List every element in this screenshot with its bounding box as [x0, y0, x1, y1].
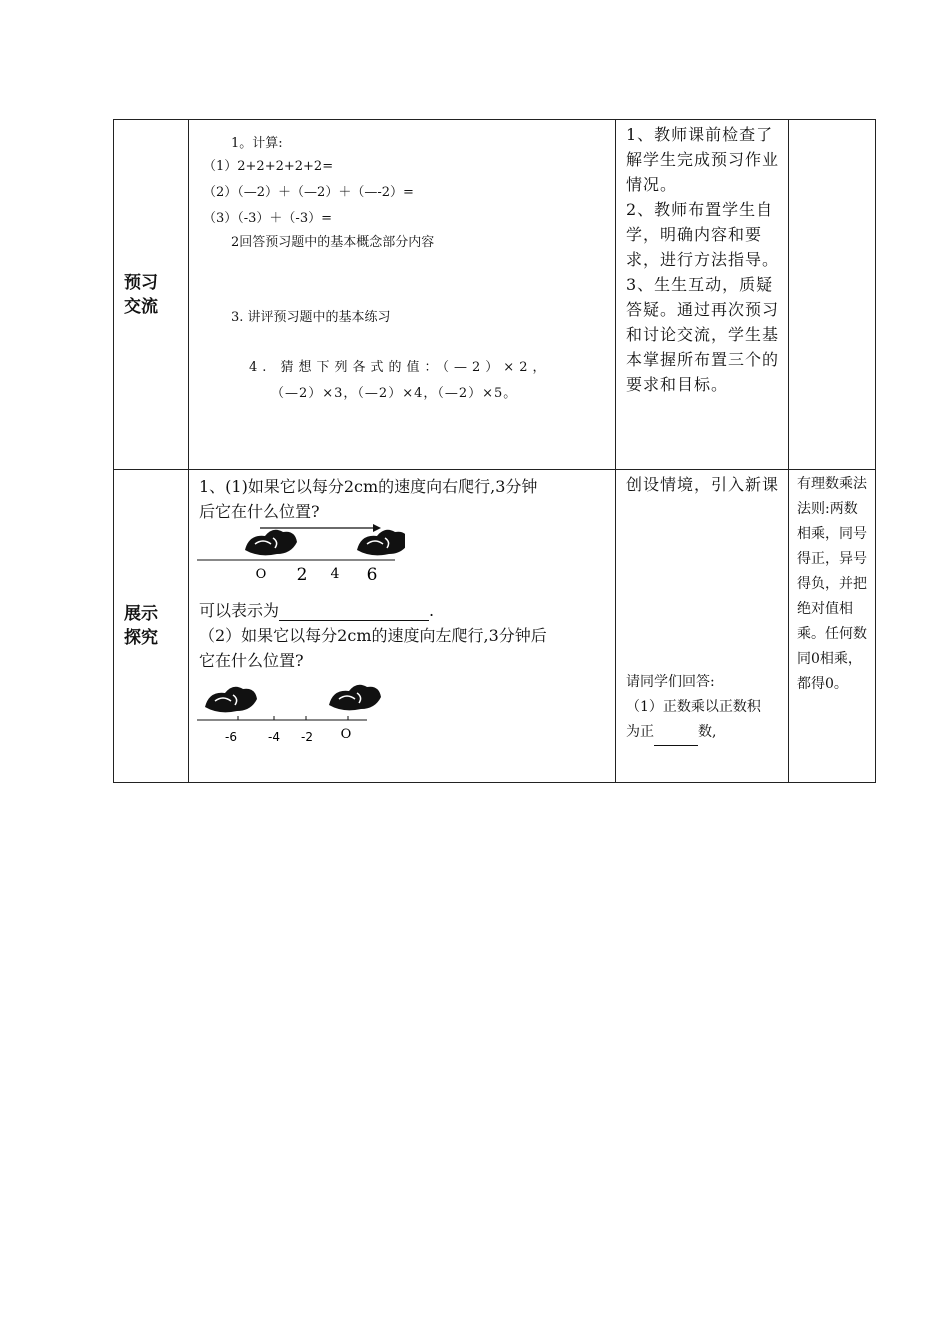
- teacher-step-2: 2、教师布置学生自学，明确内容和要求，进行方法指导。: [626, 200, 780, 269]
- item1-b: （2）（—2）＋（—2）＋（—-2）=: [203, 185, 414, 200]
- snail-icon-start: [245, 530, 297, 556]
- teacher-cell-preview: [616, 120, 789, 470]
- answer-blank: [279, 601, 429, 621]
- stage-label-preview: 预习 交流: [114, 120, 189, 470]
- teacher-step-1: 1、教师课前检查了解学生完成预习作业情况。: [626, 125, 780, 194]
- question-2-line1: （2）如果它以每分2cm的速度向左爬行,3分钟后: [199, 626, 547, 645]
- item1-c: （3）（-3）＋（-3）=: [203, 211, 332, 226]
- expression-prompt: 可以表示为 .: [199, 601, 435, 620]
- teacher-intro: 创设情境，引入新课: [626, 475, 780, 494]
- tick-label-6: 6: [366, 565, 378, 585]
- tick-label-neg6: -6: [225, 730, 237, 744]
- item3: 3. 讲评预习题中的基本练习: [231, 310, 391, 325]
- tick-label-2: 2: [296, 565, 308, 585]
- snail-icon-start-right: [329, 685, 381, 711]
- teacher-cell-explore: [616, 470, 789, 783]
- tick-label-neg2: -2: [301, 730, 313, 744]
- answer-blank-sign: [654, 720, 698, 746]
- tick-label-neg4: -4: [268, 730, 280, 744]
- item1-a: （1）2+2+2+2+2=: [203, 159, 334, 174]
- item4-b: （—2）×3，（—2）×4，（—2）×5。: [271, 386, 518, 401]
- item2: 2回答预习题中的基本概念部分内容: [231, 235, 435, 250]
- content-cell-explore: [189, 470, 616, 783]
- content-cell-preview: [189, 120, 616, 470]
- snail-icon-end-left: [205, 687, 257, 713]
- multiplication-rule: 有理数乘法法则:两数相乘，同号得正，异号得负，并把绝对值相乘。任何数同0相乘，都得0。: [797, 476, 867, 692]
- note-cell-preview: [789, 120, 876, 470]
- number-line-right-figure: [195, 522, 405, 592]
- snail-icon-end: [357, 530, 405, 556]
- tick-label-o: O: [255, 567, 267, 582]
- note-cell-rule: [789, 470, 876, 783]
- teacher-step-3: 3、生生互动，质疑答疑。通过再次预习和讨论交流，学生基本掌握所布置三个的要求和目标。: [626, 275, 780, 394]
- teacher-question: 请同学们回答: （1）正数乘以正数积 为正 数,: [626, 670, 761, 746]
- item1-title: 1。计算:: [231, 136, 283, 151]
- item4-a: 4. 猜想下列各式的值：（—2）×2，: [249, 360, 551, 375]
- question-1-line2: 后它在什么位置?: [199, 502, 320, 521]
- table-row: [114, 470, 876, 783]
- tick-label-4: 4: [330, 566, 340, 582]
- stage-label-explore: 展示 探究: [114, 470, 189, 783]
- table-row: [114, 120, 876, 470]
- tick-label-origin: O: [340, 727, 352, 742]
- question-2-line2: 它在什么位置?: [199, 651, 304, 670]
- lesson-plan-table: [113, 119, 876, 783]
- question-1-line1: 1、(1)如果它以每分2cm的速度向右爬行,3分钟: [199, 477, 538, 496]
- number-line-left-figure: [195, 683, 395, 753]
